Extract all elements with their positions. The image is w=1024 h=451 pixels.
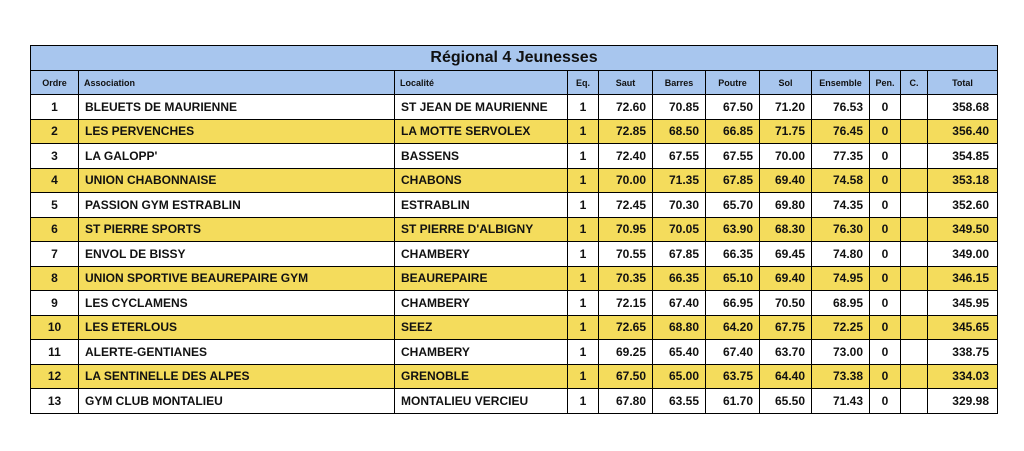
table-cell: 0 xyxy=(870,95,901,120)
table-cell xyxy=(901,119,928,144)
table-cell: 67.40 xyxy=(706,340,760,365)
table-cell: 67.55 xyxy=(706,144,760,169)
column-header: C. xyxy=(901,71,928,95)
column-header: Pen. xyxy=(870,71,901,95)
table-cell: 1 xyxy=(568,266,599,291)
table-cell: 7 xyxy=(31,242,79,267)
table-cell: 63.70 xyxy=(760,340,812,365)
table-cell: 5 xyxy=(31,193,79,218)
table-cell: 338.75 xyxy=(928,340,998,365)
table-cell xyxy=(901,242,928,267)
column-header: Ordre xyxy=(31,71,79,95)
table-row xyxy=(31,291,998,316)
table-cell: 72.45 xyxy=(599,193,653,218)
table-cell: BASSENS xyxy=(395,144,568,169)
table-cell: 0 xyxy=(870,291,901,316)
table-cell: 67.75 xyxy=(760,315,812,340)
column-header: Sol xyxy=(760,71,812,95)
table-cell: 67.55 xyxy=(653,144,706,169)
table-cell: 74.35 xyxy=(812,193,870,218)
table-cell: LA MOTTE SERVOLEX xyxy=(395,119,568,144)
table-cell: 66.35 xyxy=(653,266,706,291)
table-cell: 1 xyxy=(568,95,599,120)
table-cell: 76.45 xyxy=(812,119,870,144)
table-cell: 0 xyxy=(870,193,901,218)
table-cell: PASSION GYM ESTRABLIN xyxy=(79,193,395,218)
table-cell: 1 xyxy=(568,217,599,242)
table-cell: 69.45 xyxy=(760,242,812,267)
table-cell: 0 xyxy=(870,119,901,144)
table-cell: 67.50 xyxy=(599,364,653,389)
table-cell: BEAUREPAIRE xyxy=(395,266,568,291)
table-cell: 349.50 xyxy=(928,217,998,242)
table-cell xyxy=(901,168,928,193)
table-cell: 68.50 xyxy=(653,119,706,144)
column-header: Poutre xyxy=(706,71,760,95)
table-cell: 12 xyxy=(31,364,79,389)
table-row xyxy=(31,389,998,414)
table-cell: 1 xyxy=(568,119,599,144)
table-cell: SEEZ xyxy=(395,315,568,340)
table-cell: 63.55 xyxy=(653,389,706,414)
table-cell: CHAMBERY xyxy=(395,242,568,267)
table-cell: 8 xyxy=(31,266,79,291)
table-cell: 1 xyxy=(568,364,599,389)
table-cell: GRENOBLE xyxy=(395,364,568,389)
table-cell xyxy=(901,266,928,291)
table-cell: 1 xyxy=(31,95,79,120)
table-row xyxy=(31,242,998,267)
table-cell: 0 xyxy=(870,242,901,267)
column-header: Barres xyxy=(653,71,706,95)
table-cell xyxy=(901,193,928,218)
table-cell: 65.00 xyxy=(653,364,706,389)
table-cell: 11 xyxy=(31,340,79,365)
table-cell: 71.75 xyxy=(760,119,812,144)
table-cell: 70.00 xyxy=(599,168,653,193)
table-cell: 64.40 xyxy=(760,364,812,389)
table-cell: 1 xyxy=(568,389,599,414)
table-cell: 68.30 xyxy=(760,217,812,242)
table-cell: 74.58 xyxy=(812,168,870,193)
table-cell: 72.15 xyxy=(599,291,653,316)
table-cell: 70.05 xyxy=(653,217,706,242)
table-cell: 0 xyxy=(870,364,901,389)
table-cell: 2 xyxy=(31,119,79,144)
table-cell: 4 xyxy=(31,168,79,193)
table-cell: 1 xyxy=(568,144,599,169)
table-cell: 1 xyxy=(568,291,599,316)
table-cell xyxy=(901,291,928,316)
table-cell: 6 xyxy=(31,217,79,242)
table-cell: 70.50 xyxy=(760,291,812,316)
table-cell: 74.95 xyxy=(812,266,870,291)
table-cell: 70.35 xyxy=(599,266,653,291)
table-cell: ENVOL DE BISSY xyxy=(79,242,395,267)
table-cell: 74.80 xyxy=(812,242,870,267)
table-cell: LA SENTINELLE DES ALPES xyxy=(79,364,395,389)
table-cell: BLEUETS DE MAURIENNE xyxy=(79,95,395,120)
table-cell: 71.35 xyxy=(653,168,706,193)
table-cell: 69.80 xyxy=(760,193,812,218)
table-cell: 346.15 xyxy=(928,266,998,291)
table-cell: 356.40 xyxy=(928,119,998,144)
table-cell: 71.20 xyxy=(760,95,812,120)
table-cell: 1 xyxy=(568,242,599,267)
table-cell: 72.65 xyxy=(599,315,653,340)
table-cell: 77.35 xyxy=(812,144,870,169)
table-body xyxy=(31,95,998,414)
table-cell: 0 xyxy=(870,340,901,365)
table-cell: CHAMBERY xyxy=(395,291,568,316)
table-cell: 1 xyxy=(568,193,599,218)
table-cell: ESTRABLIN xyxy=(395,193,568,218)
table-cell: 69.40 xyxy=(760,168,812,193)
table-cell: ST JEAN DE MAURIENNE xyxy=(395,95,568,120)
column-header: Total xyxy=(928,71,998,95)
table-cell: 358.68 xyxy=(928,95,998,120)
table-cell: 345.95 xyxy=(928,291,998,316)
table-cell: 61.70 xyxy=(706,389,760,414)
table-cell: 67.85 xyxy=(653,242,706,267)
table-row xyxy=(31,168,998,193)
table-cell: 9 xyxy=(31,291,79,316)
table-cell: CHAMBERY xyxy=(395,340,568,365)
table-cell: 72.25 xyxy=(812,315,870,340)
table-cell: 0 xyxy=(870,389,901,414)
table-cell xyxy=(901,315,928,340)
table-cell xyxy=(901,389,928,414)
table-cell: 70.95 xyxy=(599,217,653,242)
table-cell: MONTALIEU VERCIEU xyxy=(395,389,568,414)
table-cell xyxy=(901,364,928,389)
table-cell: 0 xyxy=(870,168,901,193)
table-cell: 352.60 xyxy=(928,193,998,218)
table-cell xyxy=(901,95,928,120)
table-cell: 1 xyxy=(568,168,599,193)
results-table xyxy=(30,45,998,414)
header-row xyxy=(31,71,998,95)
table-row xyxy=(31,95,998,120)
table-row xyxy=(31,266,998,291)
table-cell: 68.95 xyxy=(812,291,870,316)
table-cell: 64.20 xyxy=(706,315,760,340)
table-cell: 70.00 xyxy=(760,144,812,169)
table-cell: 65.50 xyxy=(760,389,812,414)
table-title: Régional 4 Jeunesses xyxy=(31,46,998,71)
table-cell: 67.85 xyxy=(706,168,760,193)
table-cell: 67.80 xyxy=(599,389,653,414)
table-cell: 70.55 xyxy=(599,242,653,267)
table-cell: 353.18 xyxy=(928,168,998,193)
column-header: Association xyxy=(79,71,395,95)
table-cell: LES ETERLOUS xyxy=(79,315,395,340)
table-cell: 71.43 xyxy=(812,389,870,414)
table-cell: LA GALOPP' xyxy=(79,144,395,169)
table-cell: 66.85 xyxy=(706,119,760,144)
table-cell: 76.30 xyxy=(812,217,870,242)
table-cell: 67.40 xyxy=(653,291,706,316)
table-cell: 354.85 xyxy=(928,144,998,169)
table-cell: LES PERVENCHES xyxy=(79,119,395,144)
table-cell: 72.60 xyxy=(599,95,653,120)
table-cell xyxy=(901,340,928,365)
table-cell: 0 xyxy=(870,217,901,242)
table-cell: 66.95 xyxy=(706,291,760,316)
table-cell: 1 xyxy=(568,340,599,365)
table-cell: 68.80 xyxy=(653,315,706,340)
column-header: Ensemble xyxy=(812,71,870,95)
table-row xyxy=(31,193,998,218)
table-cell: 0 xyxy=(870,144,901,169)
table-cell: 72.85 xyxy=(599,119,653,144)
table-cell: 63.90 xyxy=(706,217,760,242)
table-cell: 66.35 xyxy=(706,242,760,267)
table-cell: UNION SPORTIVE BEAUREPAIRE GYM xyxy=(79,266,395,291)
results-table-container xyxy=(30,45,997,414)
table-cell: 73.00 xyxy=(812,340,870,365)
table-cell: ST PIERRE SPORTS xyxy=(79,217,395,242)
table-cell: 69.40 xyxy=(760,266,812,291)
table-cell: 13 xyxy=(31,389,79,414)
table-cell: 10 xyxy=(31,315,79,340)
table-cell: 1 xyxy=(568,315,599,340)
table-cell: 67.50 xyxy=(706,95,760,120)
table-cell: 65.10 xyxy=(706,266,760,291)
column-header: Saut xyxy=(599,71,653,95)
table-cell: 63.75 xyxy=(706,364,760,389)
table-cell: 349.00 xyxy=(928,242,998,267)
table-cell: GYM CLUB MONTALIEU xyxy=(79,389,395,414)
table-cell: 70.30 xyxy=(653,193,706,218)
table-cell: UNION CHABONNAISE xyxy=(79,168,395,193)
table-cell: ST PIERRE D'ALBIGNY xyxy=(395,217,568,242)
table-cell: 329.98 xyxy=(928,389,998,414)
table-cell: 0 xyxy=(870,266,901,291)
table-cell: 334.03 xyxy=(928,364,998,389)
table-cell: 70.85 xyxy=(653,95,706,120)
table-cell: 345.65 xyxy=(928,315,998,340)
table-row xyxy=(31,144,998,169)
table-row xyxy=(31,119,998,144)
table-cell: 73.38 xyxy=(812,364,870,389)
column-header: Eq. xyxy=(568,71,599,95)
table-cell: 72.40 xyxy=(599,144,653,169)
table-row xyxy=(31,340,998,365)
table-row xyxy=(31,315,998,340)
table-cell: ALERTE-GENTIANES xyxy=(79,340,395,365)
table-cell: 76.53 xyxy=(812,95,870,120)
table-cell: 69.25 xyxy=(599,340,653,365)
table-cell: 65.40 xyxy=(653,340,706,365)
table-cell: CHABONS xyxy=(395,168,568,193)
table-cell xyxy=(901,217,928,242)
table-cell xyxy=(901,144,928,169)
table-cell: LES CYCLAMENS xyxy=(79,291,395,316)
table-cell: 0 xyxy=(870,315,901,340)
table-cell: 65.70 xyxy=(706,193,760,218)
column-header: Localité xyxy=(395,71,568,95)
table-cell: 3 xyxy=(31,144,79,169)
table-row xyxy=(31,364,998,389)
table-row xyxy=(31,217,998,242)
